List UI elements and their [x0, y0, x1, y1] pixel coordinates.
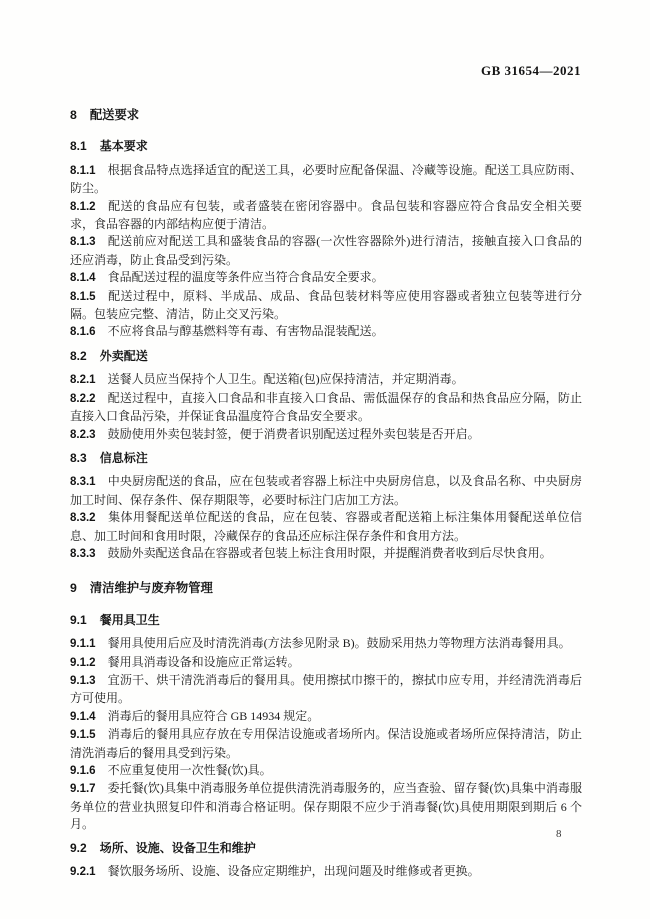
clause-paragraph-8.3.3	[70, 545, 582, 563]
clause-number: 9.1	[70, 612, 87, 627]
standard-code-header: GB 31654—2021	[480, 63, 581, 78]
clause-text: 中央厨房配送的食品，应在包装或者容器上标注中央厨房信息，以及食品名称、中央厨房加工时间、保存条件、保存期限等，必要时标注门店加工方法。	[70, 474, 582, 507]
clause-text: 消毒后的餐用具应存放在专用保洁设施或者场所内。保洁设施或者场所应保持清洁，防止清洗消毒后的餐用具受到污染。	[70, 727, 582, 760]
clause-paragraph-8.3.2	[70, 509, 582, 545]
clause-paragraph-9.1.1	[70, 635, 582, 653]
clause-number: 9.1.7	[70, 783, 96, 796]
clause-paragraph-8.3.1	[70, 473, 582, 509]
clause-paragraph-9.1.3	[70, 672, 582, 708]
clause-number: 9.1.6	[70, 765, 96, 777]
clause-paragraph-9.1.7	[70, 780, 582, 833]
clause-text: 配送前应对配送工具和盛装食品的容器(一次性容器除外)进行清洁，接触直接入口食品的还应消毒，防止食品受到污染。	[70, 234, 582, 267]
clause-text: 不应将食品与醇基燃料等有毒、有害物品混装配送。	[107, 324, 384, 339]
clause-paragraph-8.1.4	[70, 269, 582, 287]
section-heading-8.1	[70, 138, 582, 155]
clause-number: 9.1.5	[70, 729, 96, 742]
clause-paragraph-8.1.3	[70, 233, 582, 269]
clause-number: 8.3.1	[70, 476, 96, 489]
heading-title: 信息标注	[99, 450, 148, 465]
clause-number: 9.1.4	[70, 710, 96, 723]
clause-text: 鼓励外卖配送食品在容器或者包装上标注食用时限，并提醒消费者收到后尽快食用。	[107, 545, 552, 560]
clause-text: 配送过程中，直接入口食品和非直接入口食品、需低温保存的食品和热食品应分隔，防止直接入口食品污染，并保证食品温度符合食品安全要求。	[70, 390, 582, 424]
clause-number: 8.1.5	[70, 290, 96, 303]
clause-number: 8.2.2	[70, 392, 96, 405]
clause-paragraph-9.1.2	[70, 654, 582, 672]
clause-text: 餐用具使用后应及时清洗消毒(方法参见附录 B)。鼓励采用热力等物理方法消毒餐用具。	[107, 636, 571, 651]
clause-paragraph-8.2.1	[70, 371, 582, 389]
clause-paragraph-8.2.2	[70, 390, 582, 426]
clause-number: 8.3.2	[70, 512, 96, 525]
clause-number: 9.1.3	[70, 674, 96, 687]
clause-text: 食品配送过程的温度等条件应当符合食品安全要求。	[107, 270, 384, 285]
clause-number: 8.2.1	[70, 374, 96, 387]
section-heading-8.3	[70, 450, 582, 467]
section-heading-9.1	[70, 612, 582, 629]
clause-paragraph-8.2.3	[70, 426, 582, 444]
clause-number: 8.3.3	[70, 547, 96, 560]
clause-text: 根据食品特点选择适宜的配送工具，必要时应配备保温、冷藏等设施。配送工具应防雨、防尘。	[70, 162, 582, 196]
clause-number: 8.2	[70, 348, 87, 363]
clause-number: 9.2	[70, 840, 87, 855]
clause-text: 配送的食品应有包装，或者盛装在密闭容器中。食品包装和容器应符合食品安全相关要求，食品容器的内部结构应便于清洁。	[70, 198, 582, 232]
chapter-heading-8	[70, 107, 582, 124]
page-number: 8	[556, 828, 562, 840]
clause-paragraph-8.1.2	[70, 198, 582, 234]
clause-text: 配送过程中，原料、半成品、成品、食品包装材料等应使用容器或者独立包装等进行分隔。包装应完整、清洁，防止交叉污染。	[70, 288, 582, 322]
clause-text: 宜沥干、烘干清洗消毒后的餐用具。使用擦拭巾擦干的，擦拭巾应专用，并经清洗消毒后方可使用。	[70, 672, 582, 706]
clause-paragraph-8.1.1	[70, 162, 582, 198]
clause-text: 餐饮服务场所、设施、设备应定期维护，出现问题及时维修或者更换。	[107, 864, 480, 879]
clause-paragraph-9.2.1	[70, 863, 582, 881]
heading-title: 餐用具卫生	[99, 612, 160, 627]
heading-title: 场所、设施、设备卫生和维护	[99, 840, 256, 855]
clause-paragraph-8.1.6	[70, 323, 582, 341]
clause-text: 消毒后的餐用具应符合 GB 14934 规定。	[107, 708, 320, 723]
clause-number: 8.1.2	[70, 200, 96, 213]
clause-number: 9.2.1	[70, 866, 96, 879]
section-heading-9.2	[70, 840, 582, 857]
clause-text: 委托餐(饮)具集中消毒服务单位提供清洗消毒服务的，应当查验、留存餐(饮)具集中消毒服务单位的营业执照复印件和消毒合格证明。保存期限不应少于消毒餐(饮)具使用期限到期后 6 个月。	[70, 781, 582, 832]
clause-number: 8	[70, 108, 77, 122]
clause-paragraph-9.1.6	[70, 762, 582, 780]
clause-number: 8.2.3	[70, 428, 96, 441]
clause-number: 8.1.3	[70, 236, 96, 249]
document-body	[70, 90, 582, 881]
heading-title: 清洁维护与废弃物管理	[89, 581, 213, 596]
clause-text: 不应重复使用一次性餐(饮)具。	[107, 763, 272, 777]
clause-text: 送餐人员应当保持个人卫生。配送箱(包)应保持清洁，并定期消毒。	[107, 372, 464, 387]
section-heading-8.2	[70, 348, 582, 365]
chapter-heading-9	[70, 580, 582, 597]
clause-text: 鼓励使用外卖包装封签，便于消费者识别配送过程外卖包装是否开启。	[107, 426, 480, 441]
clause-number: 8.1	[70, 139, 87, 154]
clause-text: 餐用具消毒设备和设施应正常运转。	[107, 654, 300, 669]
clause-number: 9.1.1	[70, 638, 96, 651]
clause-number: 8.1.6	[70, 326, 96, 339]
clause-number: 9.1.2	[70, 656, 96, 669]
heading-title: 配送要求	[89, 108, 140, 122]
clause-number: 8.1.4	[70, 272, 96, 285]
clause-paragraph-8.1.5	[70, 288, 582, 324]
heading-title: 基本要求	[99, 139, 148, 154]
clause-paragraph-9.1.4	[70, 708, 582, 726]
clause-paragraph-9.1.5	[70, 726, 582, 762]
heading-title: 外卖配送	[99, 348, 148, 363]
clause-number: 9	[70, 581, 77, 596]
clause-number: 8.3	[70, 450, 87, 465]
clause-number: 8.1.1	[70, 164, 96, 177]
clause-text: 集体用餐配送单位配送的食品，应在包装、容器或者配送箱上标注集体用餐配送单位信息、加工时间和食用时限，冷藏保存的食品还应标注保存条件和食用方法。	[70, 510, 582, 543]
